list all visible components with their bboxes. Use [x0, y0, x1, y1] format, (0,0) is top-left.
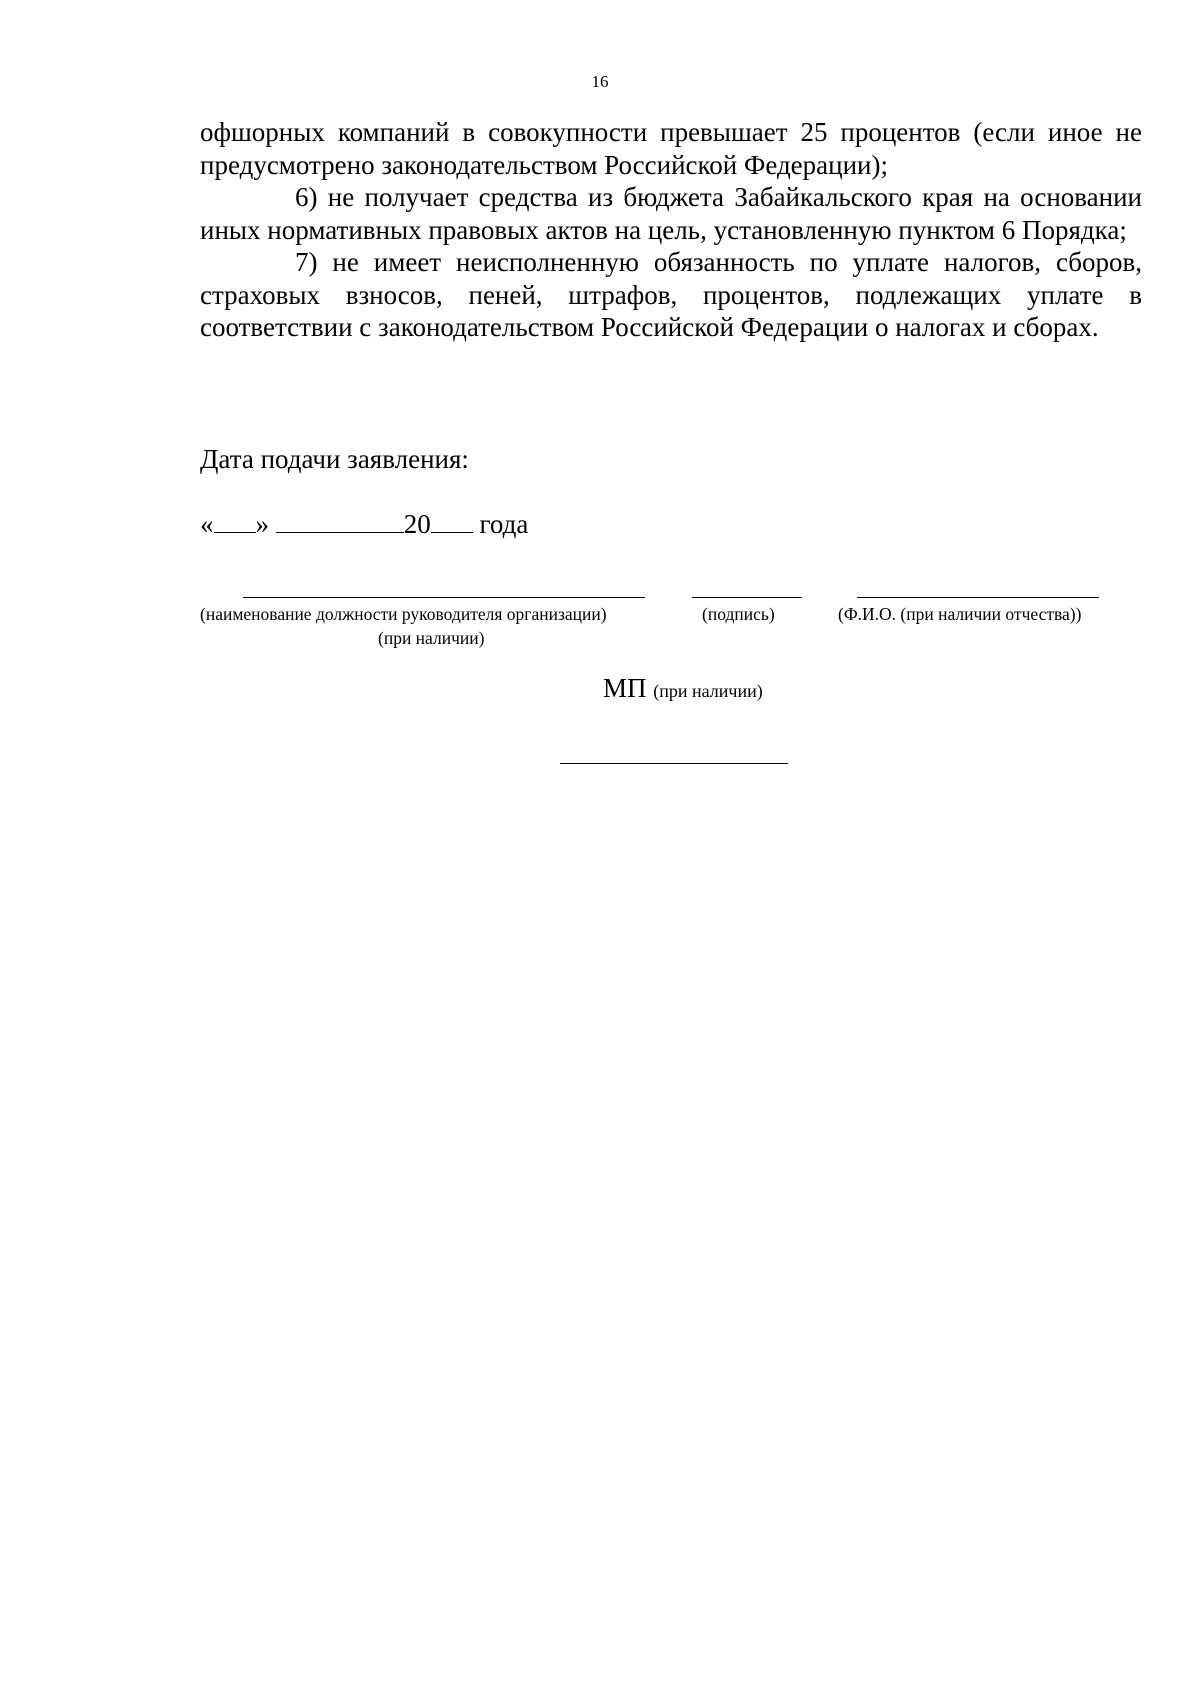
day-blank	[214, 508, 256, 533]
position-caption-note: (при наличии)	[378, 628, 485, 648]
position-signature-line	[243, 597, 645, 598]
full-name-signature-line	[857, 597, 1099, 598]
bottom-signature-line	[560, 763, 788, 764]
paragraph-item-7: 7) не имеет неисполненную обязанность по уплате налогов, сборов, страховых взносов, пеней, штрафов, процентов, подлежащих уплате в соответствии с законодательством Российской Федерации о налогах и сборах.	[200, 247, 1142, 342]
full-name-caption: (Ф.И.О. (при наличии отчества))	[838, 604, 1082, 624]
page-number: 16	[591, 72, 609, 91]
application-date-label: Дата подачи заявления:	[200, 444, 469, 474]
year-blank	[431, 508, 473, 533]
month-blank	[276, 508, 404, 533]
application-date-field	[200, 508, 528, 540]
close-quote: »	[255, 509, 269, 539]
document-body	[200, 116, 1142, 344]
year-word: года	[479, 509, 529, 539]
open-quote: «	[200, 509, 214, 539]
signature-caption: (подпись)	[702, 604, 775, 624]
signature-line	[692, 597, 802, 598]
paragraph-continuation: офшорных компаний в совокупности превышает 25 процентов (если иное не предусмотрено законодательством Российской Федерации);	[200, 117, 1142, 180]
stamp-placeholder	[603, 673, 763, 704]
stamp-label: МП	[603, 673, 647, 703]
stamp-note: (при наличии)	[653, 681, 763, 701]
paragraph-item-6: 6) не получает средства из бюджета Забайкальского края на основании иных нормативных правовых актов на цель, установленную пунктом 6 Порядка;	[200, 182, 1142, 245]
position-caption: (наименование должности руководителя организации)	[200, 604, 607, 624]
year-prefix: 20	[403, 509, 431, 539]
